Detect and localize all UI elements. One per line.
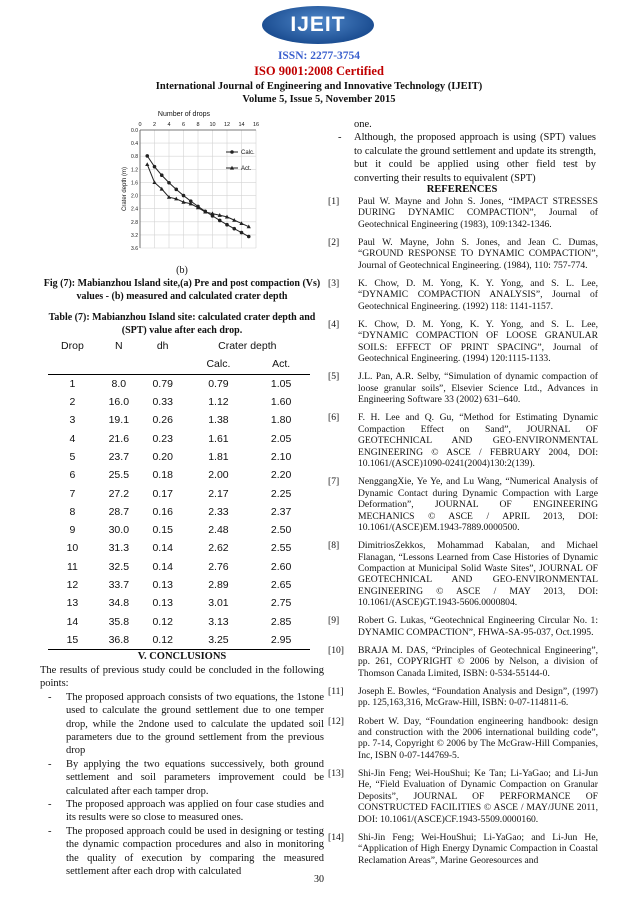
iso-certification: ISO 9001:2008 Certified: [254, 64, 384, 78]
table-cell: 0.23: [152, 432, 173, 445]
table-cell: 2.48: [208, 524, 229, 537]
reference-text: NenggangXie, Ye Ye, and Lu Wang, “Numerical Analysis of Dynamic Contact during Dynamic Compaction with Large Deformation”, JOURNAL OF ENGINEERING MECHANICS © ASCE / APRIL 2013, DOI: 10.1061/(ASCE)EM.1943-7889.0000500.: [358, 476, 598, 533]
table-row: [48, 612, 310, 630]
table-cell: 11: [66, 560, 78, 573]
conclusions-body: [40, 664, 324, 879]
crater-depth-chart: [118, 108, 270, 254]
table-cell: 33.7: [108, 579, 130, 591]
table-cell: 10: [66, 542, 79, 555]
reference-text: J.L. Pan, A.R. Selby, “Simulation of dynamic compaction of loose granular soils”, Elsevier Science Ltd., Advances in Engineering Software 33 (2002) 631–640.: [358, 371, 598, 406]
reference-number: [14]: [328, 831, 344, 843]
y-tick-label: 0.0: [131, 128, 138, 134]
table-cell: 1.38: [208, 414, 229, 427]
table-cell: 2.17: [208, 487, 229, 500]
conclusions-continued: [328, 118, 596, 185]
table-cell: 34.8: [108, 597, 130, 610]
table-cell: 0.79: [152, 377, 173, 390]
x-tick-label: 0: [138, 122, 142, 128]
table-cell: 0.18: [152, 469, 173, 482]
table-row: [48, 374, 310, 393]
table-row: [48, 631, 310, 650]
data-point: [225, 223, 229, 227]
x-tick-label: 14: [238, 122, 245, 128]
reference-text: DimitriosZekkos, Mohammad Kabalan, and Michael Flanagan, “Lessons Learned from Case Histories of Dynamic Compaction at Municipal Solid Waste Sites”, JOURNAL OF GEOTECHNICAL AND GEO-ENVIRONMENTAL ENGINEERING © ASCE / MAY 2013, DOI: 10.1061/(ASCE)GT.1943-5606.0000804.: [358, 540, 598, 609]
reference-item: [328, 476, 598, 533]
table-row: [48, 448, 310, 466]
reference-text: BRAJA M. DAS, “Principles of Geotechnical Engineering”, pp. 261, COPYRIGHT © 2006 by Nelson, a division of Thomson Canada Limited, ISBN: 0-534-55144-0.: [358, 644, 598, 679]
conclusion-text: Although, the proposed approach is using (SPT) values to calculate the ground settlement and update its strength, but it could be applied using other field test by converting their results to equivalent (SPT): [354, 132, 596, 184]
column-header: Crater depth: [218, 340, 277, 353]
y-tick-label: 2.0: [131, 193, 138, 200]
column-subheader: Act.: [252, 355, 310, 374]
data-point: [218, 219, 222, 223]
page-number: 30: [314, 874, 324, 885]
conclusions-intro: The results of previous study could be concluded in the following points:: [40, 665, 324, 690]
table-cell: 35.8: [108, 615, 130, 628]
table-cell: 2.89: [208, 579, 229, 591]
data-point: [174, 188, 178, 192]
figure-sublabel: (b): [176, 265, 188, 276]
reference-item: [328, 615, 598, 638]
reference-item: [328, 832, 598, 866]
table-cell: 2.75: [270, 597, 292, 610]
reference-item: [328, 412, 598, 469]
conclusion-item: - By applying the two equations successively, both ground settlement and soil parameters improvement could be calculated after each tamper drop.: [48, 758, 324, 797]
table-row: [48, 411, 310, 429]
table-cell: 0.17: [152, 487, 173, 500]
table-cell: 2.65: [270, 579, 292, 591]
table-cell: 30.0: [108, 524, 130, 537]
reference-text: Shi-Jin Feng; Wei-HouShui; Ke Tan; Li-YaGao; and Li-Jun He, “Field Evaluation of Dynamic Compaction on Granular Deposits”, JOURNAL OF PERFORMANCE OF CONSTRUCTED FACILITIES © ASCE / MAY/JUNE 2011, DOI: 10.1061/(ASCE)CF.1943-5509.0000160.: [358, 768, 598, 825]
conclusion-item: - Although, the proposed approach is using (SPT) values to calculate the ground settlement and update its strength, but it could be applied using other field test by converting their results to equivalent (SPT): [338, 132, 596, 184]
reference-item: [328, 716, 598, 762]
reference-item: [328, 371, 598, 405]
reference-number: [12]: [328, 715, 344, 727]
reference-item: [328, 768, 598, 825]
legend-label: Act.: [241, 166, 252, 172]
table-cell: 28.7: [108, 505, 130, 518]
table-header-row: [48, 337, 310, 355]
reference-text: K. Chow, D. M. Yong, K. Y. Yong, and S. L. Lee, “DYNAMIC COMPACTION OF LOOSE GRANULAR SOILS: EFFECT OF PRINT SPACING”, Journal of Geotechnical Engineering. (1994) 120:1115-1133.: [358, 319, 598, 365]
table-cell: 2.85: [270, 615, 292, 628]
reference-text: Joseph E. Bowles, “Foundation Analysis and Design”, (1997) pp. 125,163,316, McGraw-Hill, ISBN: 0-07-114811-6.: [358, 686, 598, 709]
table-cell: 0.15: [152, 524, 173, 537]
table-cell: 3: [69, 414, 76, 427]
table-cell: 9: [69, 524, 76, 537]
x-tick-label: 8: [196, 122, 200, 128]
table-cell: 2.10: [270, 450, 292, 463]
table-cell: 1.61: [208, 432, 229, 445]
table-cell: 2.20: [270, 469, 292, 482]
conclusion-text: The proposed approach consists of two equations, the 1stone used to calculate the ground settlement due to one temper drop, while the 2ndone used to calculate the updated soil parameters due to the ground settlement from the previous drop: [66, 691, 324, 757]
reference-number: [2]: [328, 237, 340, 249]
table-cell: 1.05: [270, 377, 292, 390]
x-tick-label: 4: [167, 122, 171, 128]
reference-number: [5]: [328, 371, 340, 383]
table-cell: 3.01: [208, 597, 229, 610]
table-cell: 5: [69, 450, 76, 463]
table-cell: 25.5: [108, 469, 130, 482]
column-header: N: [115, 340, 123, 353]
table-cell: 2.50: [270, 524, 292, 537]
table-cell: 0.20: [152, 450, 173, 463]
data-point: [145, 162, 149, 166]
table-cell: 2.60: [270, 560, 292, 573]
table-row: [48, 521, 310, 539]
conclusions-heading: V. CONCLUSIONS: [137, 651, 227, 662]
data-point: [240, 231, 244, 235]
conclusion-item: - The proposed approach could be used in designing or testing the dynamic compaction procedures and also in monitoring the quality of execution by comparing the measured settlement after each drop with calculated: [48, 825, 324, 878]
data-point: [153, 165, 157, 169]
table-cell: 4: [69, 432, 76, 445]
data-point: [232, 227, 236, 231]
table-cell: 1.80: [270, 414, 292, 427]
y-tick-label: 0.4: [131, 141, 138, 148]
table-cell: 2.62: [208, 542, 229, 555]
chart-title: Number of drops: [157, 111, 211, 118]
reference-text: Paul W. Mayne, John S. Jones, and Jean C. Dumas, “GROUND RESPONSE TO DYNAMIC COMPACTION”, Journal of Geotechnical Engineering. (1984), 110: 757-774.: [358, 237, 598, 271]
reference-item: [328, 196, 598, 230]
reference-item: [328, 278, 598, 312]
table-cell: 3.13: [208, 615, 229, 628]
y-tick-label: 0.8: [131, 154, 138, 161]
reference-text: Shi-Jin Feng; Wei-HouShui; Li-YaGao; and Li-Jun He, “Application of High Energy Dynamic Compaction in Coastal Reclamation Areas”, Marine Georesources and: [358, 831, 598, 866]
reference-item: [328, 319, 598, 365]
table-cell: 15: [48, 631, 97, 650]
table-cell: 0.16: [152, 505, 173, 518]
journal-logo: [262, 6, 374, 44]
reference-text: F. H. Lee and Q. Gu, “Method for Estimating Dynamic Compaction Effect on Sand”, JOURNAL OF GEOTECHNICAL AND GEO-ENVIRONMENTAL ENGINEERING © ASCE / FEBRUARY 2004, DOI: 10.1061/(ASCE)1090-0241(2004)130:2(139).: [358, 412, 598, 470]
data-point: [167, 181, 171, 185]
x-tick-label: 10: [209, 122, 216, 128]
crater-depth-table: [48, 337, 310, 650]
data-point: [145, 154, 149, 158]
table-cell: 2.25: [270, 487, 292, 500]
reference-number: [4]: [328, 319, 340, 331]
data-point: [247, 235, 251, 239]
table-cell: 6: [69, 469, 76, 482]
x-tick-label: 6: [181, 122, 186, 128]
y-axis-label: Crater depth (m): [122, 166, 128, 212]
conclusion-item: - The proposed approach consists of two equations, the 1stone used to calculate the ground settlement due to one temper drop, while the 2ndone used to calculate the updated soil parameters due to the ground settlement from the previous drop: [48, 691, 324, 757]
column-subheader: Calc.: [185, 355, 253, 374]
table-cell: 0.13: [152, 579, 173, 591]
table-row: [48, 576, 310, 594]
logo-text: IJEIT: [290, 13, 346, 36]
table-cell: 31.3: [108, 542, 130, 555]
reference-number: [11]: [328, 686, 344, 697]
column-header: Drop: [61, 340, 84, 353]
legend-label: Calc.: [241, 150, 255, 156]
reference-number: [6]: [328, 412, 340, 424]
table-cell: 2.76: [208, 560, 229, 573]
reference-text: Paul W. Mayne and John S. Jones, “IMPACT STRESSES DURING DYNAMIC COMPACTION”, Journal of Geotechnical Engineering (1983), 109:1342-1346.: [358, 196, 598, 230]
conclusion-text: By applying the two equations successively, both ground settlement and soil parameters improvement could be calculated after each tamper drop.: [66, 758, 324, 797]
reference-number: [13]: [328, 768, 344, 780]
table-cell: 1.60: [270, 396, 292, 409]
table-cell: 14: [66, 615, 79, 628]
table-cell: 2.55: [270, 542, 292, 555]
table-cell: 0.14: [152, 542, 173, 555]
table-cell: 8.0: [111, 377, 127, 390]
table-row: [48, 558, 310, 576]
volume-info: Volume 5, Issue 5, November 2015: [242, 94, 396, 105]
reference-number: [9]: [328, 615, 340, 627]
table-row: [48, 429, 310, 447]
y-tick-label: 3.2: [131, 232, 138, 239]
table-cell: 1.12: [208, 396, 229, 409]
table-cell: 21.6: [108, 432, 130, 445]
table-caption: Table (7): Mabianzhou Island site: calculated crater depth and (SPT) value after each drop.: [48, 312, 316, 336]
table-cell: 0.13: [152, 597, 173, 610]
table-cell: 0.79: [208, 377, 229, 390]
y-tick-label: 2.4: [131, 206, 138, 213]
table-cell: 32.5: [108, 560, 130, 573]
table-cell: 2: [69, 396, 76, 409]
reference-number: [1]: [328, 196, 340, 207]
table-cell: 1.81: [208, 450, 229, 463]
reference-item: [328, 645, 598, 679]
table-cell: 3.25: [185, 631, 253, 650]
y-tick-label: 1.2: [131, 167, 138, 174]
legend-marker: [230, 150, 234, 154]
column-header: dh: [156, 340, 169, 353]
table-row: [48, 503, 310, 521]
table-row: [48, 539, 310, 557]
reference-number: [7]: [328, 476, 340, 488]
table-cell: 19.1: [108, 414, 130, 427]
y-tick-label: 1.6: [131, 180, 138, 187]
reference-text: Robert G. Lukas, “Geotechnical Engineering Circular No. 1: DYNAMIC COMPACTION”, FHWA-SA-95-037, Oct.1995.: [358, 615, 598, 638]
conclusion-text: The proposed approach could be used in designing or testing the dynamic compaction procedures and also in monitoring the quality of execution by comparing the measured settlement after each drop with calculated: [66, 825, 324, 878]
table-cell: 0.26: [152, 414, 173, 427]
data-point: [182, 194, 186, 198]
table-row: [48, 393, 310, 411]
reference-text: Robert W. Day, “Foundation engineering handbook: design and construction with the 2006 international building code”, pp. 7-14, Copyright © 2006 by The McGraw-Hill Companies, Inc, ISBN 0-07-144769-5.: [358, 715, 598, 761]
table-cell: 2.95: [252, 631, 310, 650]
table-cell: 0.12: [152, 615, 173, 628]
reference-number: [10]: [328, 644, 344, 656]
table-cell: 13: [66, 597, 79, 610]
table-cell: 0.12: [141, 631, 185, 650]
references-heading: REFERENCES: [426, 184, 498, 195]
table-cell: 0.33: [152, 396, 173, 409]
table-cell: 7: [69, 487, 76, 500]
figure-caption: Fig (7): Mabianzhou Island site,(a) Pre and post compaction (Vs) values - (b) measured and calculated crater depth: [43, 278, 321, 302]
table-cell: 2.37: [270, 505, 292, 518]
y-tick-label: 3.6: [131, 246, 138, 252]
table-cell: 27.2: [108, 487, 130, 500]
table-cell: 23.7: [108, 450, 130, 463]
references-list: [328, 196, 598, 873]
table-cell: 0.14: [152, 560, 173, 573]
reference-number: [8]: [328, 540, 340, 552]
table-cell: 12: [66, 579, 79, 591]
table-cell: 8: [69, 505, 76, 518]
table-cell: 2.33: [208, 505, 229, 518]
reference-text: K. Chow, D. M. Yong, K. Y. Yong, and S. L. Lee, “DYNAMIC COMPACTION ANALYSIS”, Journal of Geotechnical Engineering. (1992) 118: 1141-1157.: [358, 278, 598, 312]
conclusion-item: - The proposed approach was applied on four case studies and its results were so close to measured ones.: [48, 799, 324, 824]
data-point: [160, 173, 164, 177]
reference-number: [3]: [328, 278, 340, 290]
table-cell: 2.00: [208, 469, 229, 482]
x-tick-label: 2: [152, 122, 157, 128]
table-row: [48, 594, 310, 612]
issn: ISSN: 2277-3754: [277, 50, 361, 62]
table-row: [48, 484, 310, 502]
table-cell: 1: [69, 377, 76, 390]
table-cell: 16.0: [108, 396, 130, 409]
conclusion-text: The proposed approach was applied on four case studies and its results were so close to measured ones.: [66, 799, 324, 824]
table-cell: 36.8: [97, 631, 141, 650]
y-tick-label: 2.8: [131, 219, 138, 226]
conclusion-continuation: one.: [354, 119, 372, 130]
reference-item: [328, 540, 598, 608]
table-row: [48, 466, 310, 484]
journal-name: International Journal of Engineering and Innovative Technology (IJEIT): [155, 81, 483, 92]
table-cell: 2.05: [270, 432, 292, 445]
reference-item: [328, 237, 598, 271]
x-tick-label: 16: [252, 122, 260, 128]
table-subheader-row: [48, 355, 310, 374]
reference-item: [328, 686, 598, 709]
x-tick-label: 12: [223, 122, 231, 128]
